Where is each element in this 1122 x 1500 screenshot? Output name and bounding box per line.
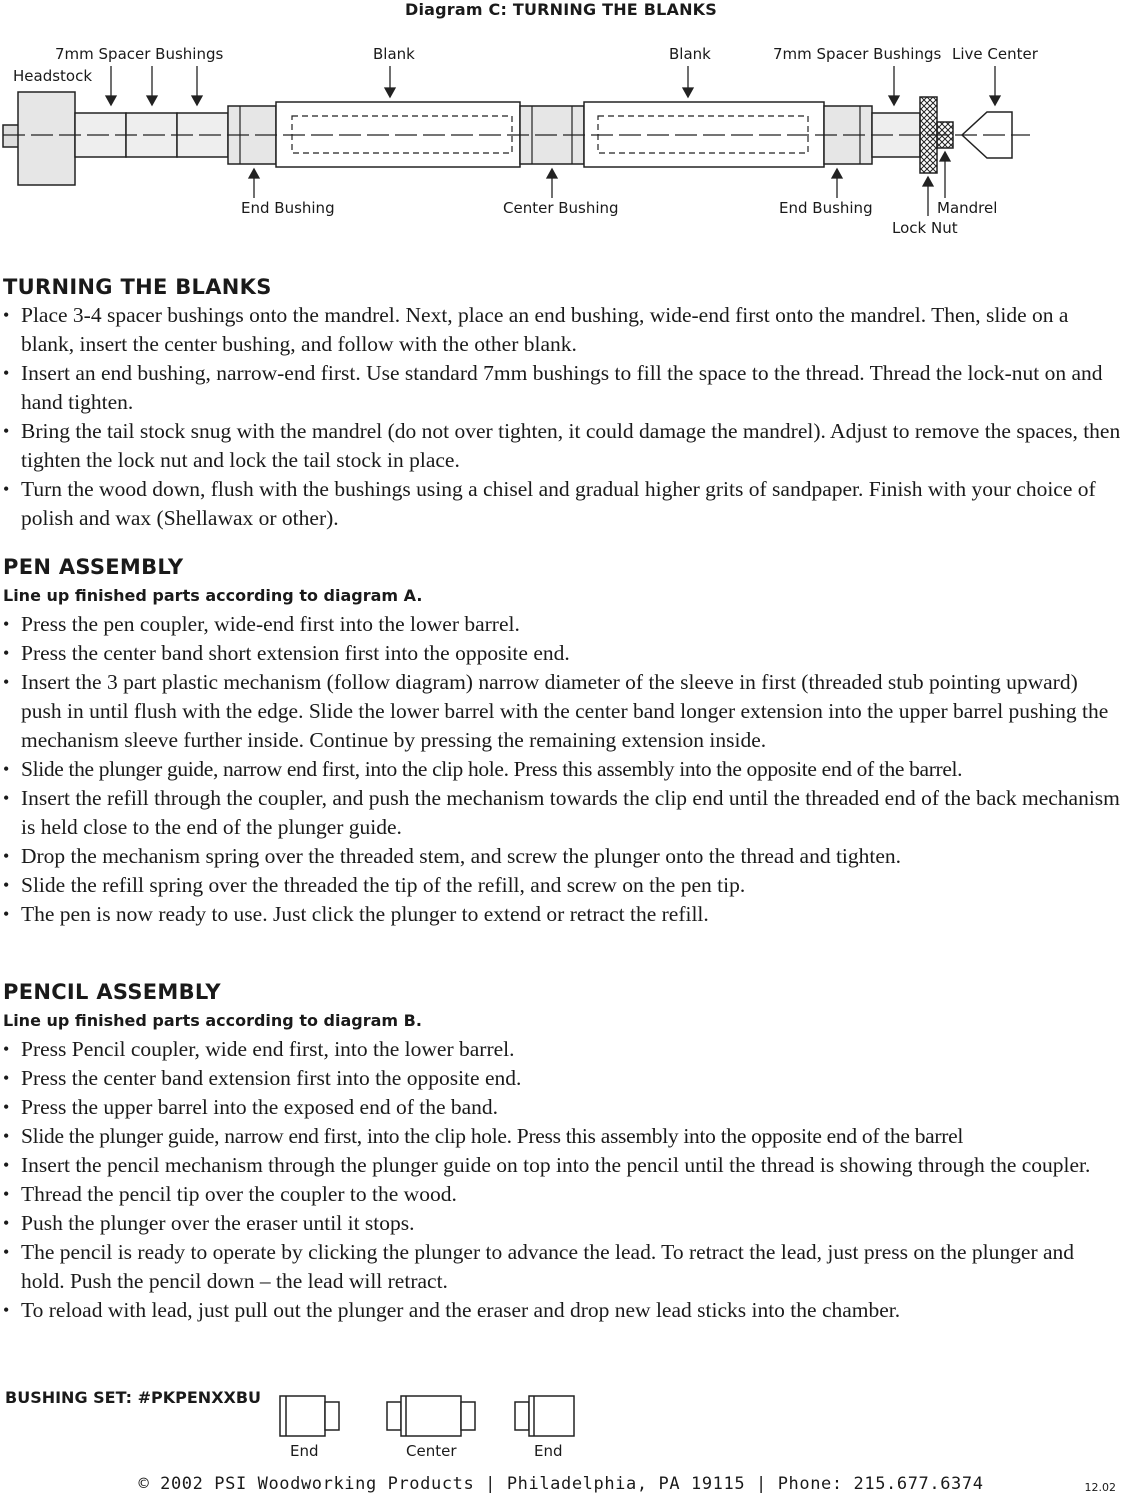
list-item: • Push the plunger over the eraser until it stops. [3, 1209, 1121, 1238]
list-item: • Slide the plunger guide, narrow end first, into the clip hole. Press this assembly into the opposite end of the barrel. [3, 755, 1121, 784]
bushing-end-right-label: End [534, 1442, 563, 1460]
list-item: • Place 3-4 spacer bushings onto the mandrel. Next, place an end bushing, wide-end first onto the mandrel. Then, slide on a blank, insert the center bushing, and follow with the other blank. [3, 301, 1121, 359]
list-item: • Thread the pencil tip over the coupler to the wood. [3, 1180, 1121, 1209]
pen-heading: PEN ASSEMBLY [3, 555, 184, 579]
footer-text: © 2002 PSI Woodworking Products | Philadelphia, PA 19115 | Phone: 215.677.6374 [138, 1474, 984, 1494]
label-center-bushing: Center Bushing [503, 199, 619, 217]
arrow-down-icon [147, 66, 157, 105]
pencil-list [3, 1035, 1121, 1325]
headstock-body [18, 92, 75, 185]
turning-list [3, 301, 1121, 533]
headstock-shaft [3, 125, 19, 147]
list-item: • Press Pencil coupler, wide end first, into the lower barrel. [3, 1035, 1121, 1064]
diagram-title: Diagram C: TURNING THE BLANKS [404, 0, 717, 19]
list-item: • Press the pen coupler, wide-end first into the lower barrel. [3, 610, 1121, 639]
label-end-bushing-right: End Bushing [779, 199, 873, 217]
version-number: 12.02 [1084, 1481, 1116, 1494]
list-item: • Slide the plunger guide, narrow end first, into the clip hole. Press this assembly into the opposite end of the barrel [3, 1122, 1121, 1151]
end-bushing-icon [515, 1402, 529, 1430]
bushing-set-diagram [270, 1388, 590, 1463]
arrow-down-icon [683, 66, 693, 97]
arrow-up-icon [940, 152, 950, 198]
arrow-down-icon [990, 66, 1000, 105]
arrow-up-icon [923, 177, 933, 216]
label-end-bushing-left: End Bushing [241, 199, 335, 217]
turning-heading: TURNING THE BLANKS [3, 275, 272, 299]
list-item: • The pen is now ready to use. Just click the plunger to extend or retract the refill. [3, 900, 1121, 929]
pen-list [3, 610, 1121, 929]
label-spacer-left: 7mm Spacer Bushings [55, 45, 224, 63]
list-item: • Insert the refill through the coupler, and push the mechanism towards the clip end until the threaded end of the back mechanism is held close to the end of the plunger guide. [3, 784, 1121, 842]
center-bushing-icon [387, 1402, 401, 1430]
pencil-subheading: Line up finished parts according to diagram B. [3, 1011, 422, 1030]
label-live-center: Live Center [952, 45, 1038, 63]
arrow-up-icon [249, 169, 259, 198]
pen-subheading: Line up finished parts according to diagram A. [3, 586, 423, 605]
arrow-down-icon [385, 66, 395, 97]
label-headstock: Headstock [13, 67, 93, 85]
list-item: • Bring the tail stock snug with the mandrel (do not over tighten, it could damage the mandrel). Adjust to remove the spaces, then tighten the lock nut and lock the tail stock in place. [3, 417, 1121, 475]
turning-diagram [0, 22, 1122, 247]
list-item: • Insert the 3 part plastic mechanism (follow diagram) narrow diameter of the sleeve in first (threaded stub pointing upward) push in until flush with the edge. Slide the lower barrel with the center band longer extension into the upper barrel pushing the mechanism sleeve further inside. Continue by pressing the remaining extension inside. [3, 668, 1121, 755]
turning-section [3, 273, 1121, 533]
label-lock-nut: Lock Nut [892, 219, 958, 237]
label-blank-left: Blank [373, 45, 415, 63]
list-item: • Insert the pencil mechanism through the plunger guide on top into the pencil until the thread is showing through the coupler. [3, 1151, 1121, 1180]
list-item: • To reload with lead, just pull out the plunger and the eraser and drop new lead sticks into the chamber. [3, 1296, 1121, 1325]
pencil-heading: PENCIL ASSEMBLY [3, 980, 221, 1004]
arrow-down-icon [889, 66, 899, 105]
list-item: • The pencil is ready to operate by clicking the plunger to advance the lead. To retract the lead, just press on the plunger and hold. Push the pencil down – the lead will retract. [3, 1238, 1121, 1296]
label-mandrel: Mandrel [937, 199, 998, 217]
list-item: • Press the center band short extension first into the opposite end. [3, 639, 1121, 668]
list-item: • Press the upper barrel into the exposed end of the band. [3, 1093, 1121, 1122]
pencil-section [3, 978, 1121, 1325]
list-item: • Turn the wood down, flush with the bushings using a chisel and gradual higher grits of sandpaper. Finish with your choice of polish and wax (Shellawax or other). [3, 475, 1121, 533]
list-item: • Slide the refill spring over the threaded the tip of the refill, and screw on the pen tip. [3, 871, 1121, 900]
list-item: • Insert an end bushing, narrow-end first. Use standard 7mm bushings to fill the space to the thread. Thread the lock-nut on and hand tighten. [3, 359, 1121, 417]
bushing-center-label: Center [406, 1442, 457, 1460]
bushing-end-left-label: End [290, 1442, 319, 1460]
arrow-up-icon [547, 169, 557, 198]
arrow-down-icon [192, 66, 202, 105]
arrow-down-icon [106, 66, 116, 105]
bushing-set-label: BUSHING SET: #PKPENXXBU [5, 1388, 262, 1407]
pen-section [3, 553, 1121, 929]
list-item: • Drop the mechanism spring over the threaded stem, and screw the plunger onto the thread and tighten. [3, 842, 1121, 871]
list-item: • Press the center band extension first into the opposite end. [3, 1064, 1121, 1093]
arrow-up-icon [832, 169, 842, 198]
label-spacer-right: 7mm Spacer Bushings [773, 45, 942, 63]
label-blank-right: Blank [669, 45, 711, 63]
